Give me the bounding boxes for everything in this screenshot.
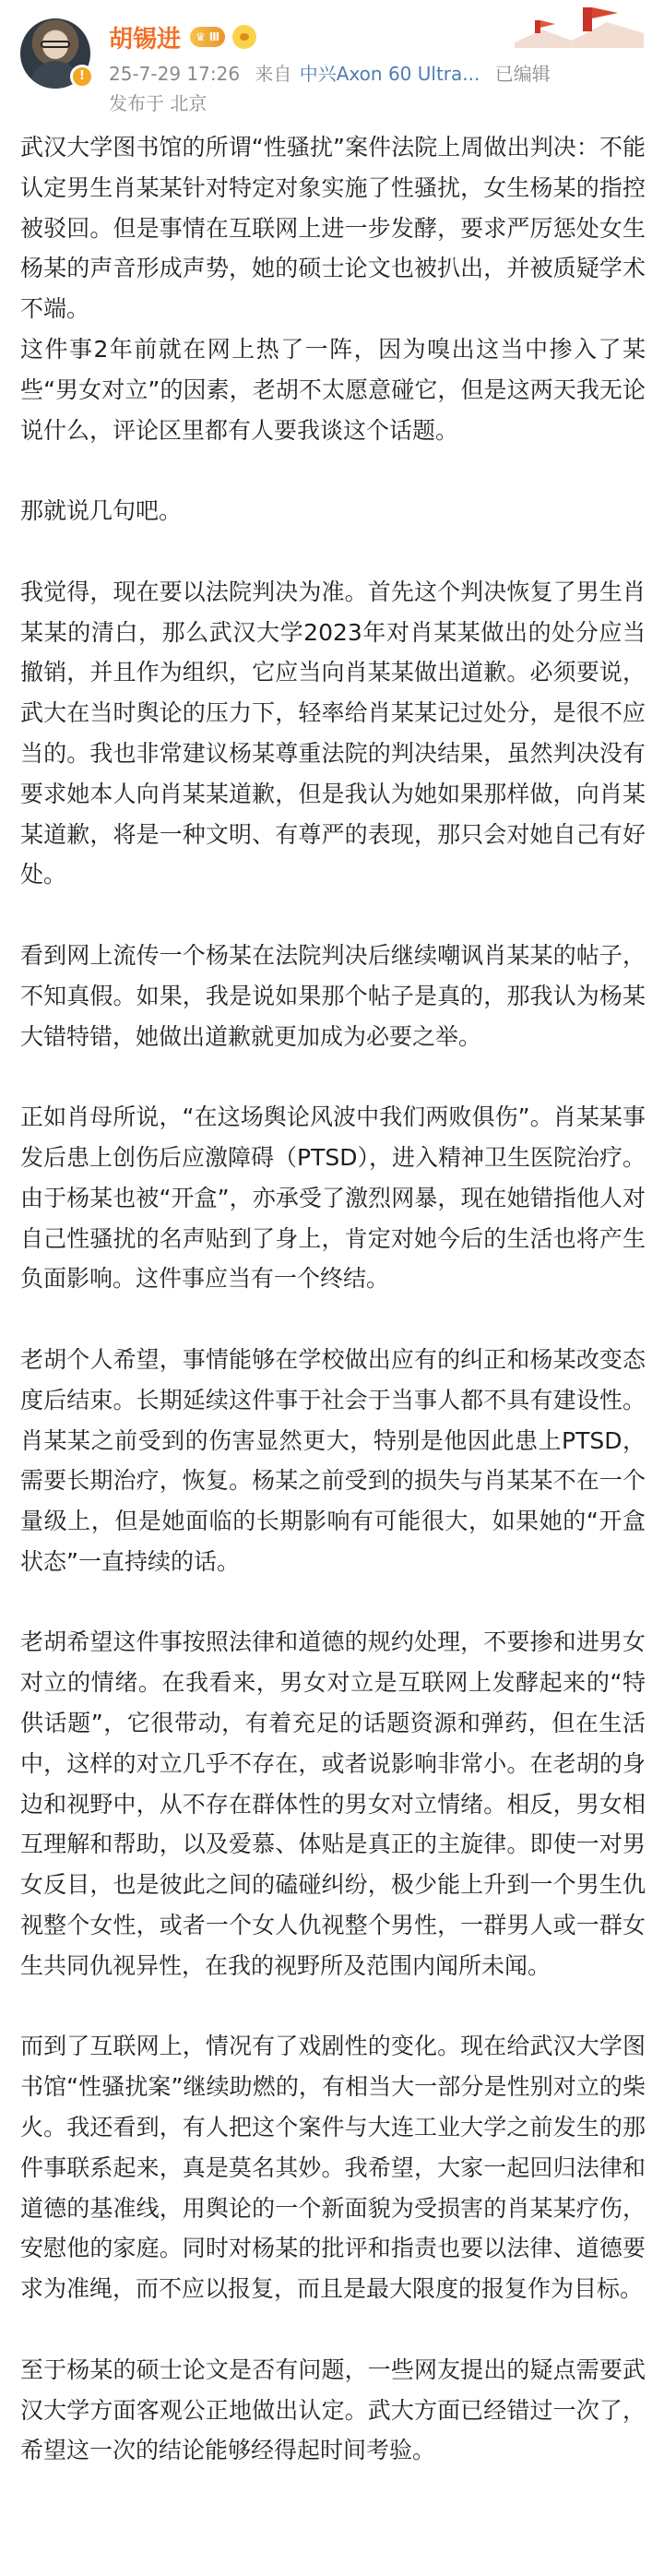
edited-label[interactable]: 已编辑 bbox=[494, 63, 551, 85]
post-paragraph: 那就说几句吧。 bbox=[20, 497, 183, 525]
post-paragraph: 这件事2年前就在网上热了一阵，因为嗅出这当中掺入了某些“男女对立”的因素，老胡不太愿意碰它，但是这两天我无论说什么，评论区里都有人要我谈这个话题。 bbox=[20, 335, 646, 444]
post-paragraph: 老胡希望这件事按照法律和道德的规约处理，不要掺和进男女对立的情绪。在我看来，男女对立是互联网上发酵起来的“特供话题”，它很带动，有着充足的话题资源和弹药，但在生活中，这样的对立几乎不存在，或者说影响非常小。在老胡的身边和视野中，从不存在群体性的男女对立情绪。相反，男女相互理解和帮助，以及爱慕、体贴是真正的主旋律。即使一对男女反目，也是彼此之间的磕碰纠纷，极少能上升到一个男生仇视整个女性，或者一个女人仇视整个男性，一群男人或一群女生共同仇视异性，在我的视野所及范围内闻所未闻。 bbox=[20, 1628, 646, 1979]
avatar-glasses-shape bbox=[41, 41, 70, 48]
post-date: 25-7-29 17:26 bbox=[109, 63, 241, 85]
post-location: 发布于 北京 bbox=[109, 92, 208, 114]
post-header bbox=[0, 0, 664, 138]
author-name[interactable]: 胡锡进 bbox=[109, 25, 182, 54]
post-body bbox=[20, 127, 646, 2471]
post-paragraph: 至于杨某的硕士论文是否有问题，一些网友提出的疑点需要武汉大学方面客观公正地做出认定。武大方面已经错过一次了，希望这一次的结论能够经得起时间考验。 bbox=[20, 2355, 646, 2464]
post-paragraph: 武汉大学图书馆的所谓“性骚扰”案件法院上周做出判决：不能认定男生肖某某针对特定对象实施了性骚扰，女生杨某的指控被驳回。但是事情在互联网上进一步发酵，要求严厉惩处女生杨某的声音形成声势，她的硕士论文也被扒出，并被质疑学术不端。 bbox=[20, 134, 646, 323]
post-paragraph: 老胡个人希望，事情能够在学校做出应有的纠正和杨某改变态度后结束。长期延续这件事于社会于当事人都不具有建设性。肖某某之前受到的伤害显然更大，特别是他因此患上PTSD，需要长期治疗，恢复。杨某之前受到的损失与肖某某不在一个量级上，但是她面临的长期影响有可能很大，如果她的“开盒状态”一直持续的话。 bbox=[20, 1345, 646, 1575]
verified-badge-icon: ! bbox=[70, 65, 94, 89]
post-paragraph: 我觉得，现在要以法院判决为准。首先这个判决恢复了男生肖某某的清白，那么武汉大学2023年对肖某某做出的处分应当撤销，并且作为组织，它应当向肖某某做出道歉。必须要说，武大在当时舆论的压力下，轻率给肖某某记过处分，是很不应当的。我也非常建议杨某尊重法院的判决结果，虽然判决没有要求她本人向肖某某道歉，但是我认为她如果那样做，向肖某某道歉，将是一种文明、有尊严的表现，那只会对她自己有好处。 bbox=[20, 578, 646, 888]
crown-icon: ♛ bbox=[196, 30, 206, 43]
post-paragraph: 正如肖母所说，“在这场舆论风波中我们两败俱伤”。肖某某事发后患上创伤后应激障碍（PTSD），进入精神卫生医院治疗。由于杨某也被“开盒”，亦承受了激烈网暴，现在她错指他人对自己性骚扰的名声贴到了身上，肯定对她今后的生活也将产生负面影响。这件事应当有一个终结。 bbox=[20, 1103, 646, 1293]
vip-level-label: Ⅲ bbox=[208, 30, 220, 43]
vip-badge[interactable] bbox=[190, 27, 225, 47]
post-device-link[interactable]: 中兴Axon 60 Ultra... bbox=[299, 63, 480, 85]
decorative-banner-icon bbox=[515, 2, 644, 48]
author-name-row bbox=[109, 20, 256, 54]
post-source-prefix: 来自 bbox=[255, 63, 292, 85]
post-paragraph: 而到了互联网上，情况有了戏剧性的变化。现在给武汉大学图书馆“性骚扰案”继续助燃的，有相当大一部分是性别对立的柴火。我还看到，有人把这个案件与大连工业大学之前发生的那件事联系起来，真是莫名其妙。我希望，大家一起回归法律和道德的基准线，用舆论的一个新面貌为受损害的肖某某疗伤，安慰他的家庭。同时对杨某的批评和指责也要以法律、道德要求为准绳，而不应以报复，而且是最大限度的报复作为目标。 bbox=[20, 2033, 646, 2303]
post-meta bbox=[109, 59, 560, 86]
post-paragraph: 看到网上流传一个杨某在法院判决后继续嘲讽肖某某的帖子，不知真假。如果，我是说如果那个帖子是真的，那我认为杨某大错特错，她做出道歉就更加成为必要之举。 bbox=[20, 941, 646, 1050]
fan-medal-icon[interactable] bbox=[232, 25, 256, 49]
